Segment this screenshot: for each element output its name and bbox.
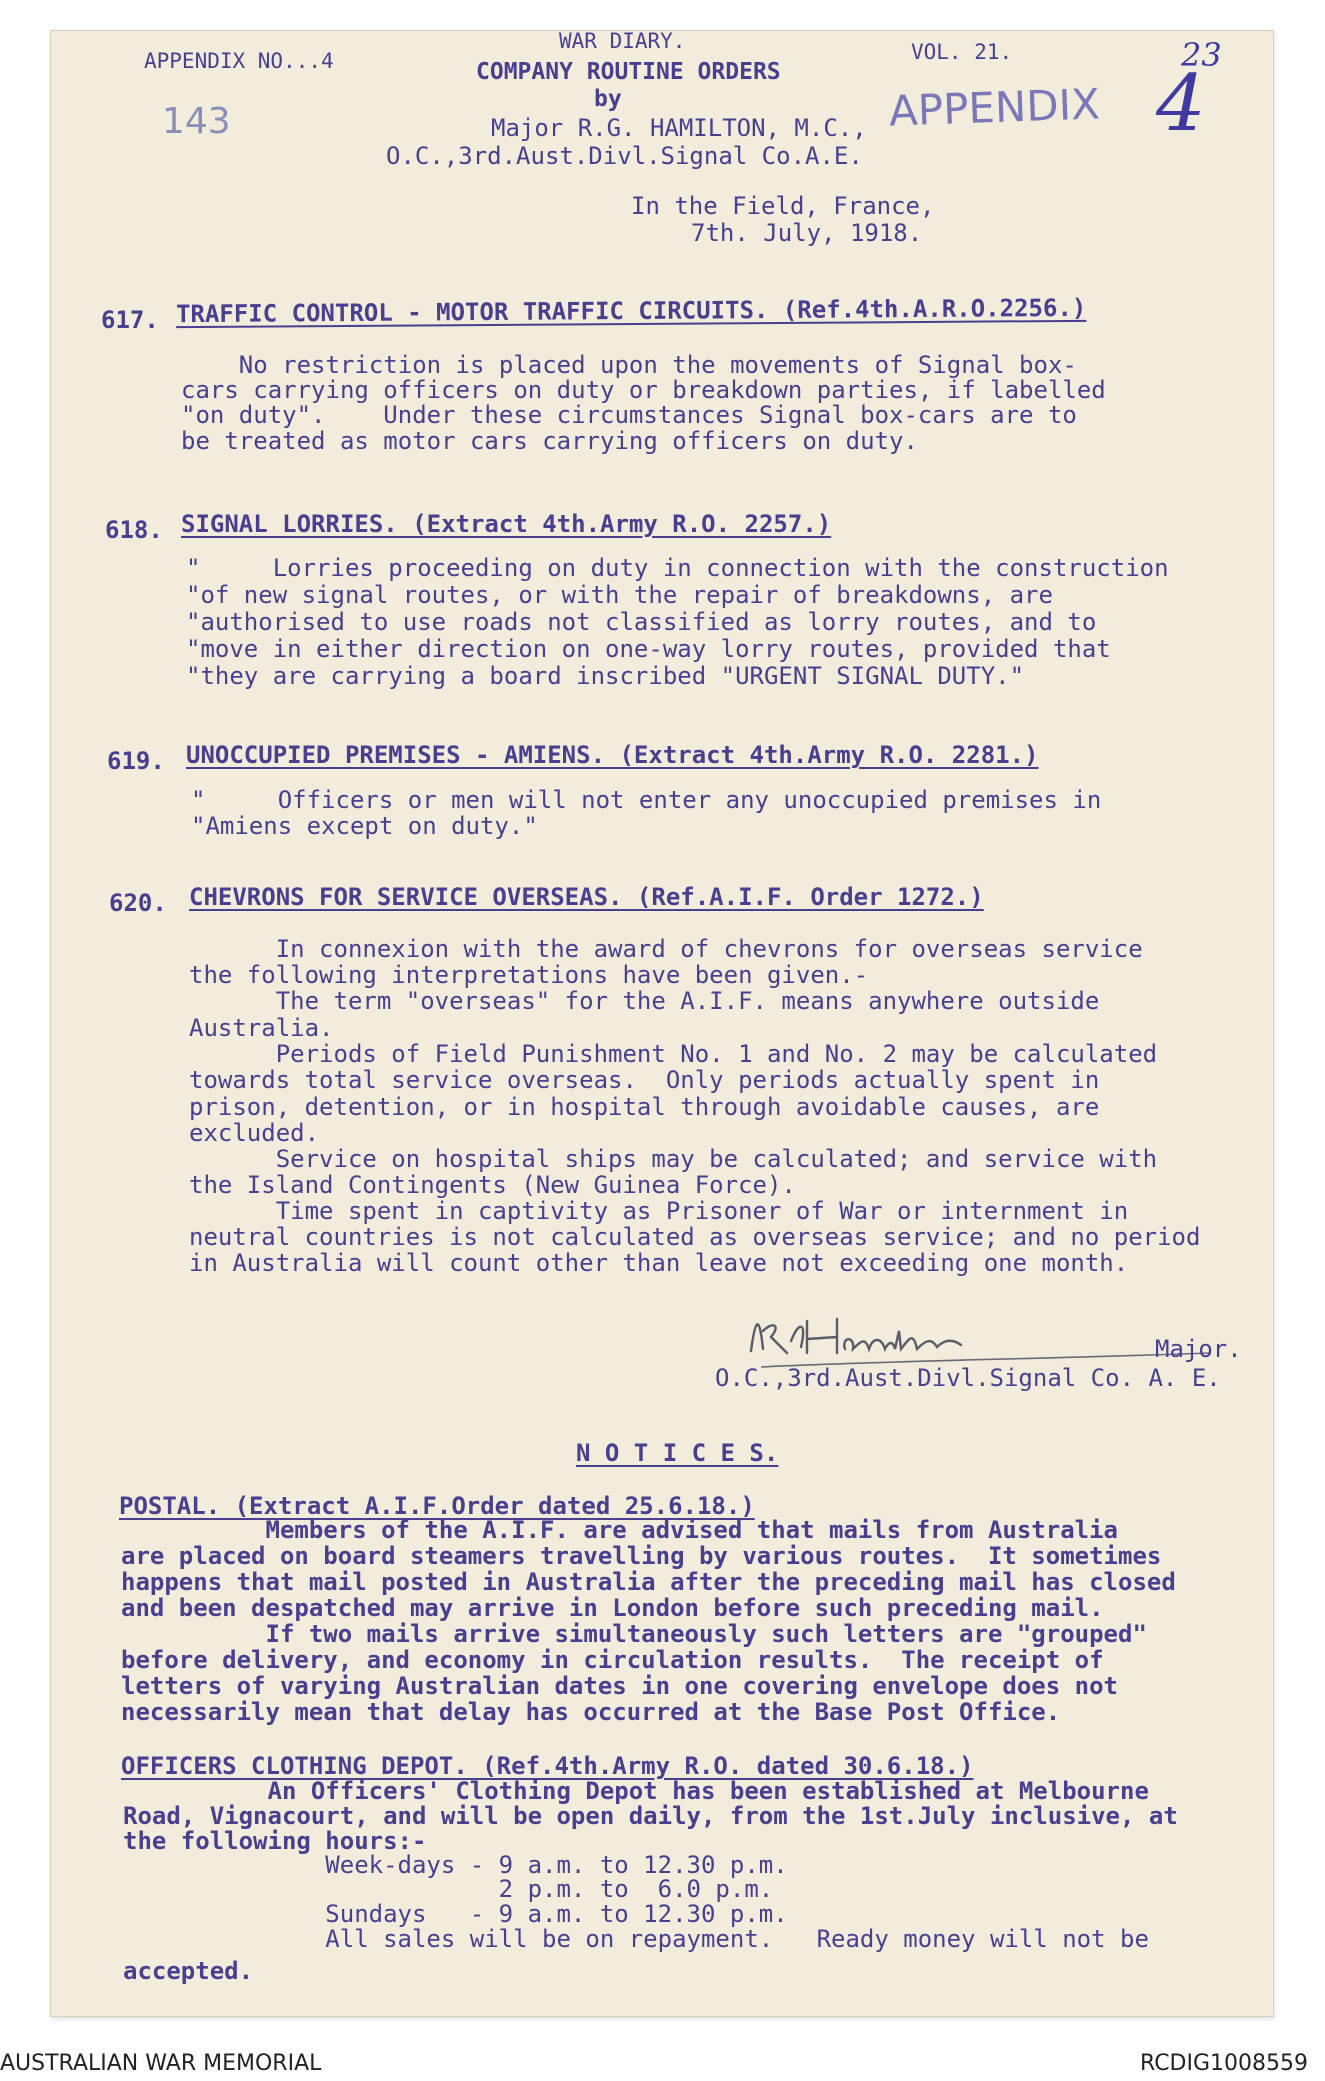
postal-line-2: are placed on board steamers travelling by various routes. It sometimes bbox=[121, 1542, 1162, 1570]
page-number: 23 bbox=[1181, 36, 1222, 74]
order-618-line-5: "they are carrying a board inscribed "URGENT SIGNAL DUTY." bbox=[186, 662, 1025, 690]
order-620-line-2: the following interpretations have been given.- bbox=[189, 961, 869, 989]
order-617-number: 617. bbox=[101, 306, 159, 334]
war-diary-label: WAR DIARY. bbox=[559, 29, 686, 53]
appendix-stamp: APPENDIX bbox=[888, 79, 1101, 136]
notices-heading: N O T I C E S. bbox=[576, 1439, 779, 1467]
order-619-heading: UNOCCUPIED PREMISES - AMIENS. (Extract 4th.Army R.O. 2281.) bbox=[186, 741, 1039, 769]
postal-line-6: before delivery, and economy in circulation results. The receipt of bbox=[121, 1646, 1104, 1674]
postal-line-7: letters of varying Australian dates in one covering envelope does not bbox=[121, 1672, 1118, 1700]
clothing-hours-sundays: Sundays - 9 a.m. to 12.30 p.m. bbox=[123, 1900, 788, 1928]
postal-line-5: If two mails arrive simultaneously such letters are "grouped" bbox=[121, 1620, 1147, 1648]
postal-heading: POSTAL. (Extract A.I.F.Order dated 25.6.18.) bbox=[119, 1492, 755, 1520]
order-620-line-13: in Australia will count other than leave not exceeding one month. bbox=[189, 1249, 1129, 1277]
author-line: Major R.G. HAMILTON, M.C., bbox=[491, 114, 867, 142]
order-617-line-1: No restriction is placed upon the movements of Signal box- bbox=[181, 351, 1077, 379]
clothing-line-3: the following hours:- bbox=[123, 1827, 427, 1855]
order-620-line-1: In connexion with the award of chevrons for overseas service bbox=[189, 935, 1143, 963]
clothing-line-1: An Officers' Clothing Depot has been established at Melbourne bbox=[123, 1777, 1149, 1805]
appendix-handwritten-number: 4 bbox=[1156, 59, 1206, 149]
order-620-line-10: the Island Contingents (New Guinea Force). bbox=[189, 1171, 796, 1199]
order-618-line-4: "move in either direction on one-way lorry routes, provided that bbox=[186, 635, 1111, 663]
order-620-heading: CHEVRONS FOR SERVICE OVERSEAS. (Ref.A.I.F. Order 1272.) bbox=[189, 883, 984, 911]
order-620-line-7: prison, detention, or in hospital through avoidable causes, are bbox=[189, 1093, 1100, 1121]
order-618-line-2: "of new signal routes, or with the repair of breakdowns, are bbox=[186, 581, 1053, 609]
date-line: 7th. July, 1918. bbox=[691, 219, 923, 247]
order-620-line-3: The term "overseas" for the A.I.F. means anywhere outside bbox=[189, 987, 1100, 1015]
order-620-line-12: neutral countries is not calculated as overseas service; and no period bbox=[189, 1223, 1201, 1251]
order-619-number: 619. bbox=[107, 747, 165, 775]
order-620-line-4: Australia. bbox=[189, 1014, 334, 1042]
clothing-line-2: Road, Vignacourt, and will be open daily, from the 1st.July inclusive, at bbox=[123, 1802, 1178, 1830]
clothing-depot-heading: OFFICERS CLOTHING DEPOT. (Ref.4th.Army R.O. dated 30.6.18.) bbox=[121, 1752, 974, 1780]
order-620-number: 620. bbox=[109, 889, 167, 917]
order-617-line-2: cars carrying officers on duty or breakdown parties, if labelled bbox=[181, 376, 1106, 404]
order-617-line-3: "on duty". Under these circumstances Signal box-cars are to bbox=[181, 401, 1077, 429]
order-618-line-1: " Lorries proceeding on duty in connection with the construction bbox=[186, 554, 1169, 582]
postal-line-8: necessarily mean that delay has occurred at the Base Post Office. bbox=[121, 1698, 1061, 1726]
by-label: by bbox=[594, 86, 622, 112]
order-619-line-1: " Officers or men will not enter any unoccupied premises in bbox=[191, 786, 1102, 814]
postal-line-4: and been despatched may arrive in London before such preceding mail. bbox=[121, 1594, 1104, 1622]
postal-line-3: happens that mail posted in Australia after the preceding mail has closed bbox=[121, 1568, 1176, 1596]
order-619-line-2: "Amiens except on duty." bbox=[191, 812, 538, 840]
clothing-hours-weekdays-afternoon: 2 p.m. to 6.0 p.m. bbox=[123, 1875, 774, 1903]
order-620-line-6: towards total service overseas. Only periods actually spent in bbox=[189, 1066, 1100, 1094]
signature-unit: O.C.,3rd.Aust.Divl.Signal Co. A. E. bbox=[715, 1364, 1221, 1392]
order-618-line-3: "authorised to use roads not classified as lorry routes, and to bbox=[186, 608, 1097, 636]
footer-record-id: RCDIG1008559 bbox=[1140, 2051, 1309, 2076]
clothing-hours-weekdays-morning: Week-days - 9 a.m. to 12.30 p.m. bbox=[123, 1851, 788, 1879]
document-page bbox=[50, 30, 1274, 2017]
order-620-line-9: Service on hospital ships may be calculated; and service with bbox=[189, 1145, 1158, 1173]
order-617-line-4: be treated as motor cars carrying officers on duty. bbox=[181, 427, 918, 455]
postal-line-1: Members of the A.I.F. are advised that mails from Australia bbox=[121, 1516, 1118, 1544]
clothing-line-last: accepted. bbox=[123, 1957, 254, 1985]
unit-line: O.C.,3rd.Aust.Divl.Signal Co.A.E. bbox=[386, 142, 863, 170]
signature-rank: Major. bbox=[1155, 1335, 1242, 1363]
order-620-line-8: excluded. bbox=[189, 1119, 320, 1147]
document-title: COMPANY ROUTINE ORDERS bbox=[476, 59, 781, 85]
footer-archive-name: AUSTRALIAN WAR MEMORIAL bbox=[0, 2051, 322, 2076]
appendix-number: APPENDIX NO...4 bbox=[144, 49, 334, 73]
volume-label: VOL. 21. bbox=[911, 40, 1013, 64]
order-620-line-11: Time spent in captivity as Prisoner of War or internment in bbox=[189, 1197, 1129, 1225]
order-620-line-5: Periods of Field Punishment No. 1 and No. 2 may be calculated bbox=[189, 1040, 1158, 1068]
order-618-heading: SIGNAL LORRIES. (Extract 4th.Army R.O. 2257.) bbox=[181, 510, 832, 538]
place-line: In the Field, France, bbox=[631, 192, 935, 220]
order-618-number: 618. bbox=[105, 516, 163, 544]
order-617-heading: TRAFFIC CONTROL - MOTOR TRAFFIC CIRCUITS. (Ref.4th.A.R.O.2256.) bbox=[175, 293, 1087, 329]
clothing-line-sales: All sales will be on repayment. Ready money will not be bbox=[123, 1925, 1149, 1953]
stamp-number: 143 bbox=[162, 101, 231, 142]
